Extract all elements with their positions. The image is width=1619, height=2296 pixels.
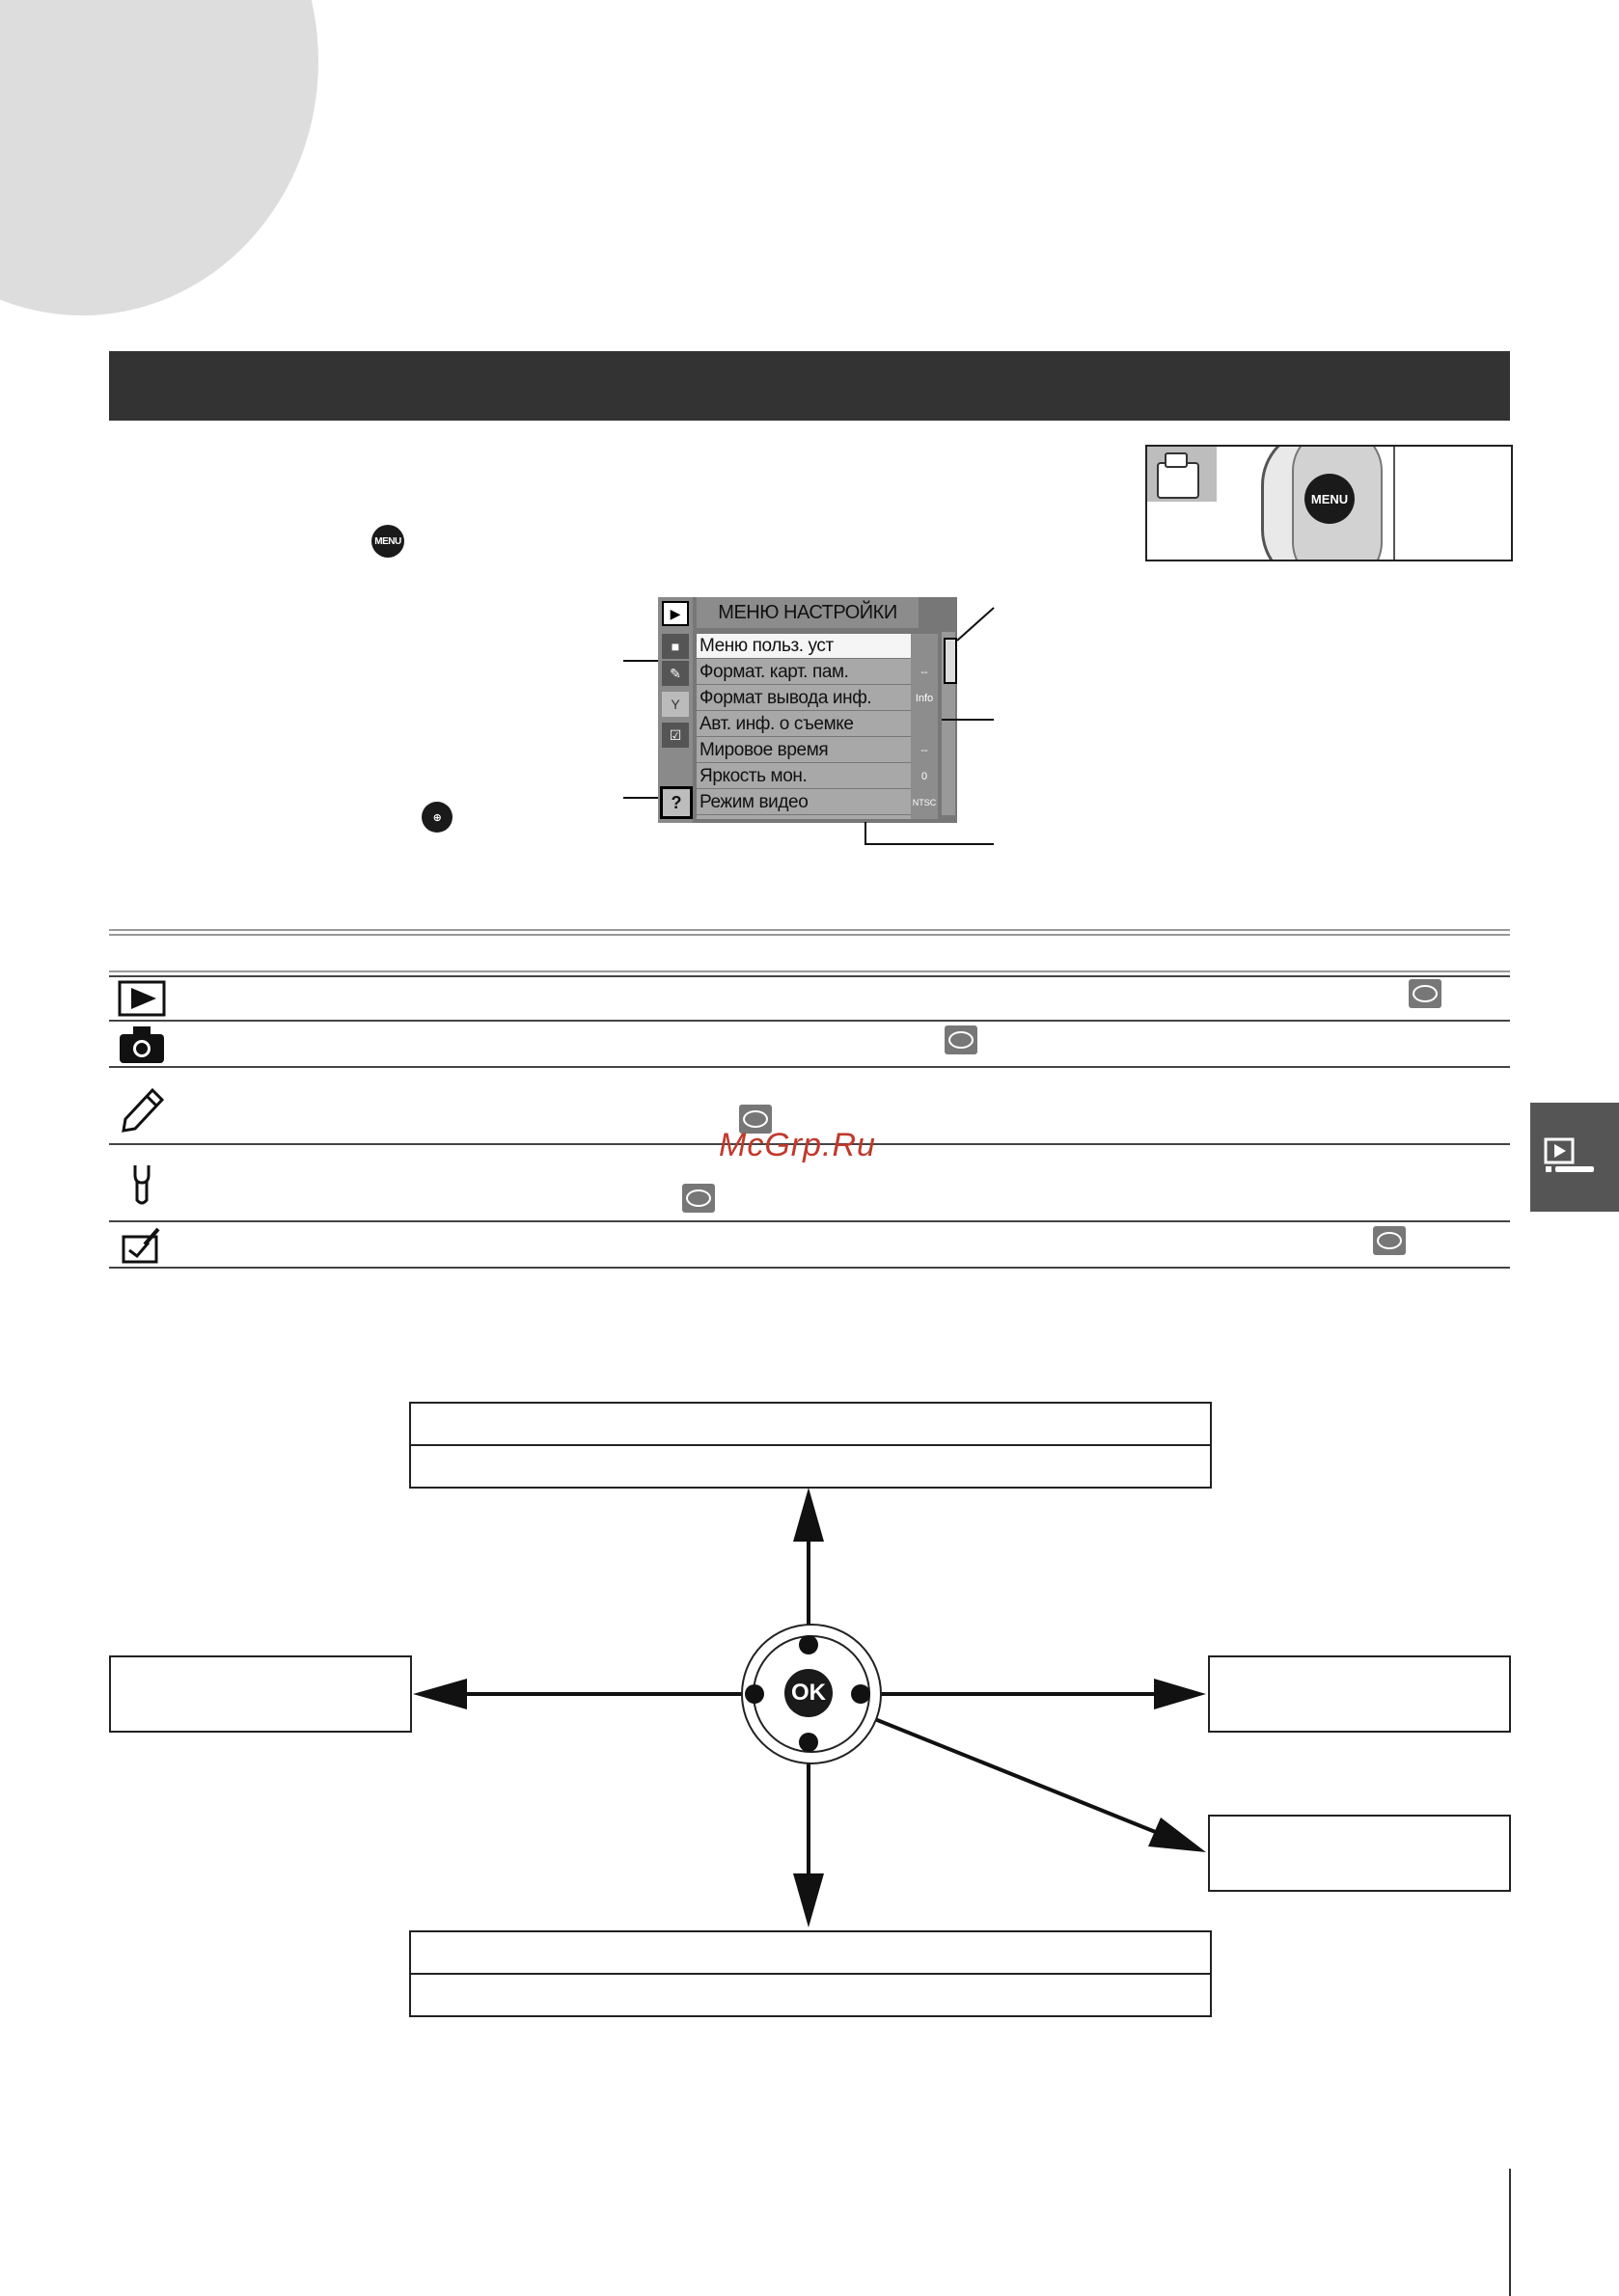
tab-retouch[interactable]: ✎ <box>662 661 689 686</box>
tab-shooting[interactable]: ■ <box>662 634 689 659</box>
menu-item[interactable]: Авт. инф. о съемке <box>697 712 915 737</box>
menu-item[interactable]: Режим видео <box>697 790 915 815</box>
selector-right-dot[interactable] <box>851 1684 870 1704</box>
menu-item[interactable]: Меню польз. уст <box>697 634 915 659</box>
tab-setup[interactable]: Y <box>662 692 689 717</box>
menu-item[interactable]: Мировое время <box>697 738 915 763</box>
tab-recent[interactable]: ☑ <box>662 723 689 748</box>
help-icon[interactable]: ? <box>660 786 693 819</box>
tab-playback[interactable]: ▶ <box>662 601 689 626</box>
selector-left-dot[interactable] <box>745 1684 764 1704</box>
selector-up-dot[interactable] <box>799 1635 818 1654</box>
value-item: -- <box>920 667 928 678</box>
menu-item[interactable]: Яркость мон. <box>697 764 915 789</box>
watermark: McGrp.Ru <box>719 1127 876 1163</box>
value-item: 0 <box>920 771 928 782</box>
value-item: -- <box>920 745 928 756</box>
menu-button-icon: MENU <box>371 525 404 558</box>
value-item: NTSC <box>912 798 937 807</box>
menu-title: МЕНЮ НАСТРОЙКИ <box>697 597 919 628</box>
selector-down-dot[interactable] <box>799 1733 818 1752</box>
ok-button[interactable]: OK <box>784 1669 833 1717</box>
menu-item[interactable]: Формат вывода инф. <box>697 686 915 711</box>
thumbnail-menu-button: MENU <box>1304 474 1355 524</box>
menu-item[interactable]: Формат. карт. пам. <box>697 660 915 685</box>
value-item: Info <box>915 693 934 704</box>
zoom-help-button-icon: ⊕ <box>422 802 453 833</box>
page-number-rule <box>1509 2169 1511 2296</box>
